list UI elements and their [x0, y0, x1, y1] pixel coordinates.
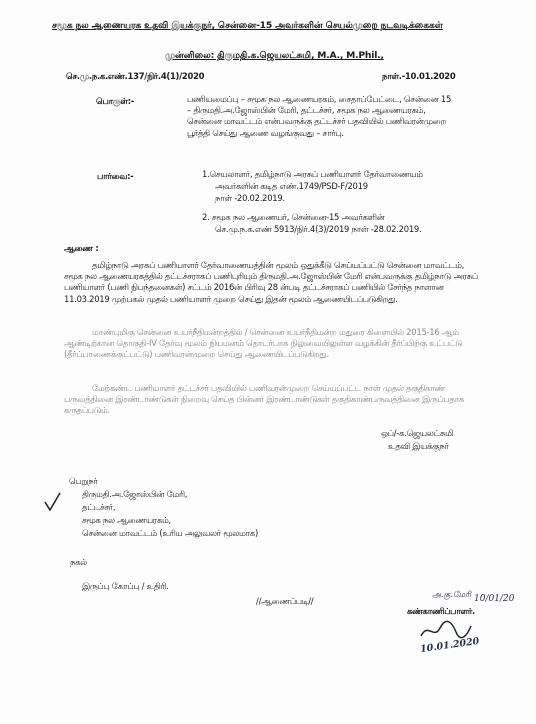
copy-line: இருப்பு கோப்பு / உதிரி. [82, 581, 169, 591]
reference-1-line1: 1.செயலாளர், தமிழ்நாடு அரசுப் பணியாளர் தேர்வாணையம் [202, 169, 423, 179]
recipient-line-1: திருமதி.அ.ஜோஸ்பின் மேரி, [82, 489, 188, 499]
reference-1-line2: அவர்களின் கடித எண்.1749/PSD-F/2019 [215, 181, 368, 191]
reference-label: பார்வை:- [97, 171, 134, 181]
attestation-short-date: 10/01/20 [474, 594, 515, 604]
order-date: நாள்.-10.01.2020 [382, 71, 456, 81]
subject-text: பணியமைப்பு – சமூக நல ஆணையரகம், சைதாப்பேட்டை, சென்னை 15 – திருமதி.அ.ஜோஸ்பின் மேரி, தட்டச்சர், சமூக நல ஆணையரகம், சென்னை மாவட்டம் என்பவருக்கு தட்டச்சர் பதவியில் பணிவரன்முறை பூர்த்தி செய்து ஆணை வழங்குவது – சார்பு. [187, 94, 452, 138]
order-paragraph-3: மேற்கண்ட பணியாளர் தட்டச்சர் பதவியில் பணிவரன்முறை செய்யப்பட்ட நாள் முதல் தகுதிகாண் பருவத்தினை இரண்டாண்டுகள் நிறைவு செய்த பின்னர் இரண்டாண்டுகள் தகுதிகாண்பருவத்தினை இருப்பதாக கருதப்படும். [64, 383, 465, 416]
reference-number: செ.மு.ந.க.எண்.137/நிர்.4(1)/2020 [66, 71, 205, 81]
attestation-title: கண்காணிப்பாளர். [407, 606, 475, 616]
signature-name: ஒப்/-க.ஜெயலட்சுமி [381, 428, 454, 438]
subject-label: பொருள்:- [96, 96, 135, 106]
by-order-note: //ஆணைப்படி// [256, 596, 314, 606]
checkmark-icon [42, 490, 62, 514]
recipient-line-3: சமூக நல ஆணையரகம், [82, 515, 171, 525]
reference-2-line2: செ.மு.ந.க.எண் 5913/நிர்.4(3)/2019 நாள் -28.02.2019. [215, 224, 422, 234]
signature-designation: உதவி இயக்குநர் [388, 441, 449, 451]
order-paragraph-1: தமிழ்நாடு அரசுப் பணியாளர் தேர்வாணையத்தின் மூலம் ஒதுக்கீடு செய்யப்பட்டு சென்னை மாவட்டம், சமூக நல ஆணையரகத்தில் தட்டச்சராகப் பணிபுரியும் திருமதி.அ.ஜோஸ்பின் மேரி என்பவருக்கு தமிழ்நாடு அரசுப் பணியாளர் (பணி நிபந்தனைகள்) சட்டம் 2016ன் பிரிவு 28 ன்படி தட்டச்சராகப் பணியில் சேர்ந்த நாளான 11.03.2019 முற்பகல் முதல் பணியாளர் முறை செய்து இதன் மூலம் ஆணையிடப்படுகிறது. [64, 260, 478, 304]
reference-2-line1: 2. சமூக நல ஆணையர், சென்னை-15 அவர்களின் [202, 212, 385, 222]
presiding-officer: முன்னிலை: திருமதி.க.ஜெயலட்சுமி, M.A., M.Phil., [165, 50, 384, 61]
copy-label: நகல் [70, 557, 87, 567]
order-paragraph-2: மாண்புமிகு சென்னை உயர்நீதிமன்றத்தில் / சென்னை உயர்நீதிமன்ற மதுரை கிளையில் 2015-16 ஆம் ஆண்டிற்கான தொகுதி-IV தேர்வு மூலம் நியமனம் தொடர்பாக நிலுவையிலுள்ள வழக்கின் தீர்ப்பிற்கு உட்பட்டு (தீர்ப்பாணைக்குட்பட்டு) பணிவரன்முறை செய்து ஆணையிடப்படுகிறது. [64, 327, 463, 360]
recipient-line-2: தட்டச்சர், [82, 502, 116, 512]
recipient-label: பெறுநர் [69, 476, 98, 486]
recipient-line-4: சென்னை மாவட்டம் (உரிய அலுவலர் மூலமாக) [82, 528, 258, 538]
signature-scribble-icon [418, 618, 474, 644]
attestation-handwritten-date: 10.01.2020 [419, 635, 480, 656]
document-header-title: சமூக நல ஆணையரக உதவி இயக்குநர், சென்னை-15 அவர்களின் செயல்முறை நடவடிக்கைகள் [52, 20, 443, 31]
attestation-initials: அ.கு.மேரி [432, 590, 471, 599]
order-label: ஆணை : [64, 243, 99, 253]
reference-1-line3: நாள் -20.02.2019. [215, 193, 285, 203]
